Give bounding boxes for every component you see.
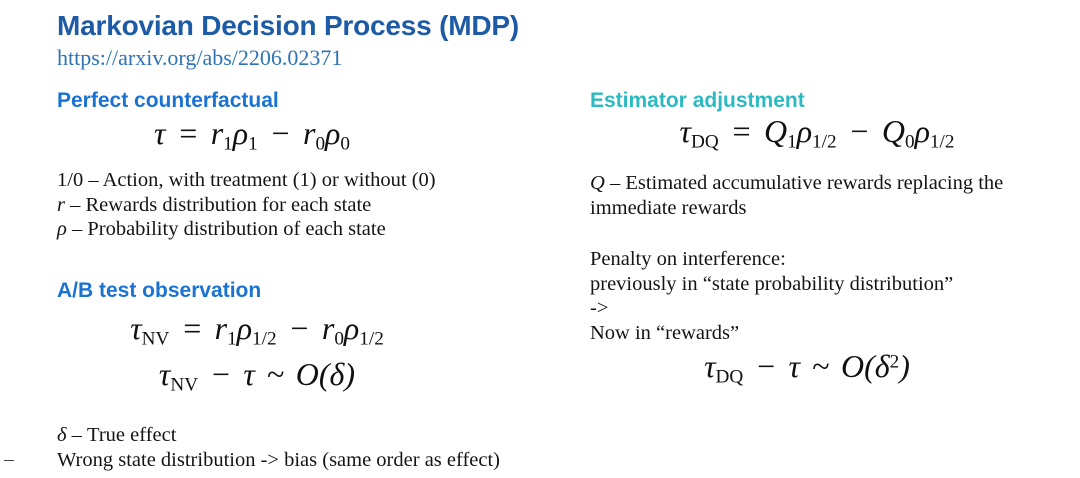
heading-perfect-counterfactual: Perfect counterfactual [57, 89, 279, 112]
penalty-note [590, 247, 1070, 345]
formula-estimator-error-order: $\tau_{DQ} - \tau$ ~ $O(\delta^2)$ [704, 348, 910, 388]
definition-line [57, 193, 436, 218]
definition-text: – Probability distribution of each state [66, 218, 386, 240]
ab-test-definitions [57, 423, 500, 472]
margin-dash: – [4, 448, 14, 470]
page-title: Markovian Decision Process (MDP) [57, 10, 519, 41]
definition-line [57, 168, 436, 193]
definition-text: – Estimated accumulative rewards replacing the immediate rewards [590, 172, 1004, 219]
definition-text: – Rewards distribution for each state [64, 193, 372, 216]
formula-estimator-adjustment: $\tau_{DQ} = Q_1\rho_{1/2} - Q_0\rho_{1/2}$ [679, 113, 955, 153]
perfect-definitions [57, 168, 436, 242]
definition-line [57, 423, 500, 448]
definition-line [57, 217, 436, 242]
q-definition [590, 171, 1052, 220]
definition-text: – Action, with treatment (1) or without (0) [83, 169, 436, 191]
definition-term: δ [57, 424, 67, 446]
penalty-line: Penalty on interference: [590, 248, 786, 270]
definition-line [57, 448, 500, 473]
penalty-line: Now in “rewards” [590, 321, 740, 344]
penalty-line: previously in “state probability distribution” [590, 272, 954, 295]
definition-term: 1/0 [57, 169, 84, 191]
formula-ab-estimator: $\tau_{NV} = r_1\rho_{1/2} - r_0\rho_{1/2}$ [130, 310, 384, 350]
arxiv-link[interactable]: https://arxiv.org/abs/2206.02371 [57, 45, 343, 70]
definition-text: Wrong state distribution -> bias (same order as effect) [57, 448, 500, 471]
formula-ab-error-order: $\tau_{NV} - \tau$ ~ O(δ) [158, 356, 356, 396]
definition-term: r [57, 193, 65, 216]
definition-term: Q [590, 172, 605, 194]
definition-term: ρ [57, 218, 67, 240]
definition-text: – True effect [66, 424, 177, 446]
heading-ab-test-observation: A/B test observation [57, 279, 262, 302]
heading-estimator-adjustment: Estimator adjustment [590, 89, 805, 112]
formula-perfect-counterfactual: $\tau = r_1\rho_1 - r_0\rho_0$ [153, 115, 350, 155]
penalty-line: -> [590, 297, 609, 319]
